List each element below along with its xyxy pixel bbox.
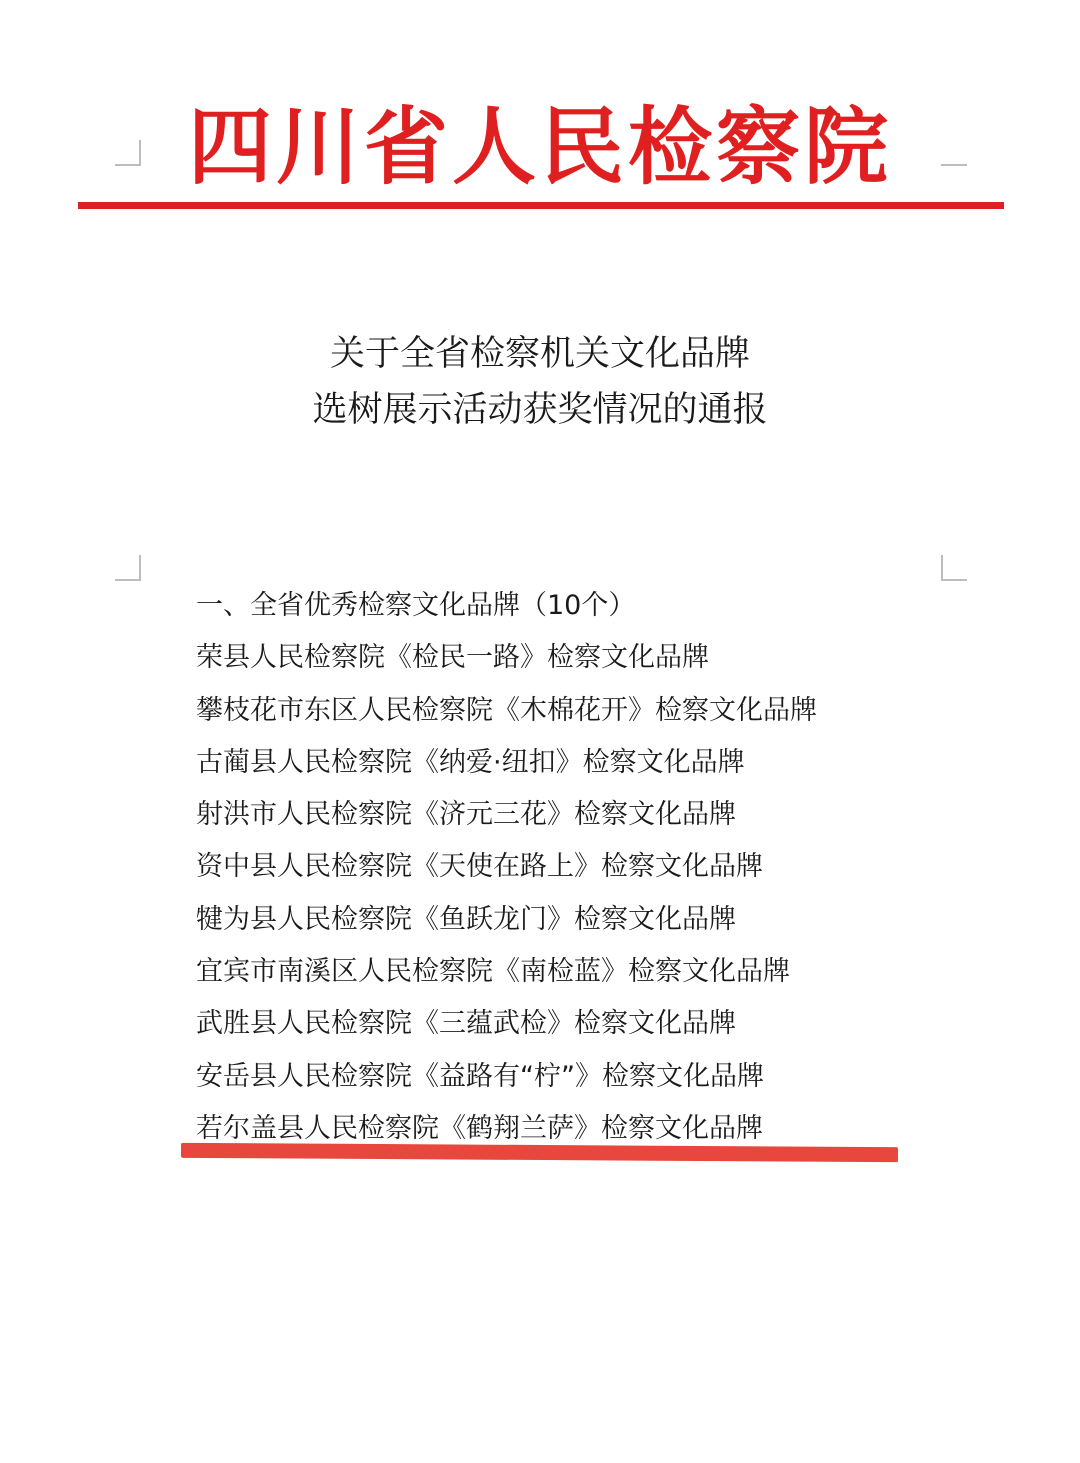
award-list-item-highlighted: 若尔盖县人民检察院《鹤翔兰萨》检察文化品牌 xyxy=(196,1112,763,1144)
crop-mark-bottom-left xyxy=(115,555,141,581)
award-section xyxy=(196,580,956,1155)
document-title-line-2: 选树展示活动获奖情况的通报 xyxy=(312,390,768,430)
award-list-item: 荣县人民检察院《检民一路》检察文化品牌 xyxy=(196,642,709,674)
crop-mark-top-right xyxy=(941,140,967,166)
document-title-line-1: 关于全省检察机关文化品牌 xyxy=(329,334,750,374)
header-red-rule xyxy=(78,202,1004,209)
highlight-underline-mark xyxy=(181,1143,898,1162)
award-list-item: 资中县人民检察院《天使在路上》检察文化品牌 xyxy=(196,851,763,883)
award-list-item: 宜宾市南溪区人民检察院《南检蓝》检察文化品牌 xyxy=(196,956,790,988)
award-list-item: 武胜县人民检察院《三蕴武检》检察文化品牌 xyxy=(196,1008,736,1040)
award-list-item: 攀枝花市东区人民检察院《木棉花开》检察文化品牌 xyxy=(196,694,817,726)
award-list-item: 安岳县人民检察院《益路有“柠”》检察文化品牌 xyxy=(196,1060,764,1092)
crop-mark-top-left xyxy=(115,140,141,166)
award-list-item: 射洪市人民检察院《济元三花》检察文化品牌 xyxy=(196,799,736,831)
award-list-item: 犍为县人民检察院《鱼跃龙门》检察文化品牌 xyxy=(196,903,736,935)
award-list-item: 古蔺县人民检察院《纳爱·纽扣》检察文化品牌 xyxy=(196,746,745,778)
document-title xyxy=(0,326,1080,438)
organization-header: 四川省人民检察院 xyxy=(187,98,892,196)
section-heading: 一、全省优秀检察文化品牌（10个） xyxy=(196,590,636,621)
crop-mark-bottom-right xyxy=(941,555,967,581)
